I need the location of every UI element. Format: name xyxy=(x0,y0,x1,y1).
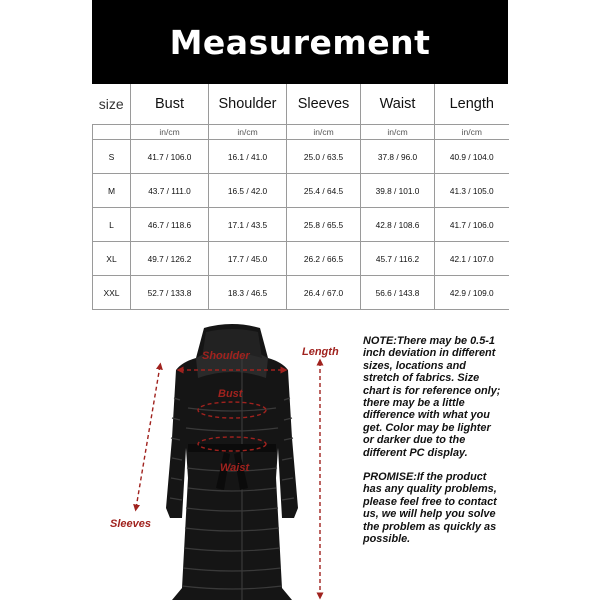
note-text: NOTE:There may be 0.5-1 inch deviation in different sizes, locations and stretch of fabrics. Size chart is for reference only; there may be a little difference with what you get. Color may be lighter or darker due to the different PC display. xyxy=(363,335,501,459)
title-banner xyxy=(92,0,508,84)
table-header-row xyxy=(93,84,509,125)
value-cell: 41.3 / 105.0 xyxy=(435,174,509,208)
units-row xyxy=(93,125,509,140)
table-row xyxy=(93,140,509,174)
page-title: Measurement xyxy=(169,22,431,62)
value-cell: 45.7 / 116.2 xyxy=(361,242,435,276)
column-header-bust: Bust xyxy=(131,84,209,125)
size-cell: M xyxy=(93,174,131,208)
value-cell: 18.3 / 46.5 xyxy=(209,276,287,310)
unit-cell: in/cm xyxy=(287,125,361,140)
unit-cell: in/cm xyxy=(361,125,435,140)
value-cell: 49.7 / 126.2 xyxy=(131,242,209,276)
table-row xyxy=(93,208,509,242)
value-cell: 25.8 / 65.5 xyxy=(287,208,361,242)
value-cell: 16.5 / 42.0 xyxy=(209,174,287,208)
table-row xyxy=(93,174,509,208)
value-cell: 46.7 / 118.6 xyxy=(131,208,209,242)
sleeves-label: Sleeves xyxy=(110,518,151,530)
value-cell: 42.9 / 109.0 xyxy=(435,276,509,310)
notes-panel xyxy=(363,335,503,546)
value-cell: 41.7 / 106.0 xyxy=(435,208,509,242)
column-header-waist: Waist xyxy=(361,84,435,125)
value-cell: 40.9 / 104.0 xyxy=(435,140,509,174)
value-cell: 26.4 / 67.0 xyxy=(287,276,361,310)
value-cell: 25.4 / 64.5 xyxy=(287,174,361,208)
size-cell: XL xyxy=(93,242,131,276)
column-header-length: Length xyxy=(435,84,509,125)
value-cell: 52.7 / 133.8 xyxy=(131,276,209,310)
column-header-sleeves: Sleeves xyxy=(287,84,361,125)
waist-label: Waist xyxy=(220,462,250,474)
unit-cell: in/cm xyxy=(435,125,509,140)
table-row xyxy=(93,242,509,276)
length-label: Length xyxy=(302,346,339,358)
value-cell: 56.6 / 143.8 xyxy=(361,276,435,310)
size-cell: L xyxy=(93,208,131,242)
value-cell: 16.1 / 41.0 xyxy=(209,140,287,174)
value-cell: 41.7 / 106.0 xyxy=(131,140,209,174)
value-cell: 37.8 / 96.0 xyxy=(361,140,435,174)
size-column-header: size xyxy=(93,84,131,125)
unit-cell: in/cm xyxy=(209,125,287,140)
column-header-shoulder: Shoulder xyxy=(209,84,287,125)
value-cell: 42.8 / 108.6 xyxy=(361,208,435,242)
value-cell: 25.0 / 63.5 xyxy=(287,140,361,174)
bust-label: Bust xyxy=(218,388,243,400)
table-row xyxy=(93,276,509,310)
shoulder-label: Shoulder xyxy=(202,350,250,362)
value-cell: 43.7 / 111.0 xyxy=(131,174,209,208)
value-cell: 39.8 / 101.0 xyxy=(361,174,435,208)
size-chart-table xyxy=(92,84,509,310)
garment-diagram xyxy=(92,318,372,600)
unit-cell: in/cm xyxy=(131,125,209,140)
size-cell: XXL xyxy=(93,276,131,310)
size-cell: S xyxy=(93,140,131,174)
units-cell-empty xyxy=(93,125,131,140)
value-cell: 17.1 / 43.5 xyxy=(209,208,287,242)
value-cell: 17.7 / 45.0 xyxy=(209,242,287,276)
value-cell: 26.2 / 66.5 xyxy=(287,242,361,276)
promise-text: PROMISE:If the product has any quality problems, please feel free to contact us, we will help you solve the problem as quickly as possible. xyxy=(363,471,497,546)
value-cell: 42.1 / 107.0 xyxy=(435,242,509,276)
